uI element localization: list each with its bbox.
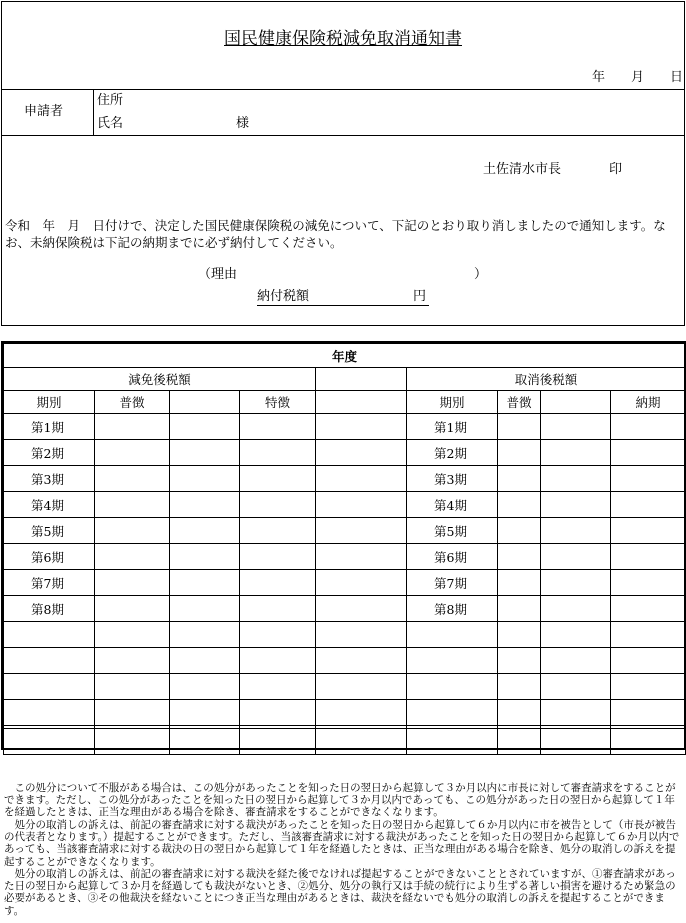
period-right: 第8期 — [407, 596, 498, 622]
applicant-divider — [1, 135, 685, 136]
notice-body: 令和 年 月 日付けで、決定した国民健康保険税の減免について、下記のとおり取り消しましたので通知します。なお、未納保険税は下記の納期までに必ず納付してください。 — [5, 218, 666, 250]
reason-close: ） — [474, 267, 488, 282]
table-row — [4, 544, 686, 570]
period-left: 第3期 — [4, 466, 95, 492]
notice-frame — [1, 1, 685, 326]
name-label: 氏名 — [97, 116, 124, 131]
address-label: 住所 — [97, 93, 124, 108]
col-due-right: 納期 — [611, 391, 686, 414]
date-divider — [1, 89, 685, 90]
period-right: 第7期 — [407, 570, 498, 596]
table-row — [4, 648, 686, 674]
table-row-total — [4, 729, 686, 755]
document-title: 国民健康保険税減免取消通知書 — [224, 29, 462, 49]
period-left: 第2期 — [4, 440, 95, 466]
table-row — [4, 518, 686, 544]
col-blank-left — [170, 391, 240, 414]
table-row — [4, 440, 686, 466]
period-left: 第1期 — [4, 414, 95, 440]
table-row — [4, 596, 686, 622]
col-regular-right: 普徴 — [498, 391, 541, 414]
table-row — [4, 622, 686, 648]
period-left: 第4期 — [4, 492, 95, 518]
applicant-label-divider — [93, 89, 94, 135]
period-left: 第5期 — [4, 518, 95, 544]
reduced-tax-label: 減免後税額 — [4, 368, 316, 391]
appeal-note-2: 処分の取消しの訴えは、前記の審査請求に対する裁決があったことを知った日の翌日から起算して６か月以内に市を被告として（市長が被告の代表者となります。）提起することができます。ただし、当該審査請求に対する裁決があったことを知った日の翌日から起算して６か月以内であっても、当該審査請求に対する裁決の日の翌日から起算して１年を経過したときは、正当な理由がある場合を除き、処分の取消しの訴えを提起することができなくなります。 — [4, 819, 680, 868]
period-left: 第7期 — [4, 570, 95, 596]
period-right: 第5期 — [407, 518, 498, 544]
date-line: 年 月 日 — [592, 70, 684, 85]
applicant-label: 申請者 — [24, 104, 64, 119]
appeal-note-3: 処分の取消しの訴えは、前記の審査請求に対する裁決を経た後でなければ提起することができないこととされていますが、①審査請求があった日の翌日から起算して３か月を経過しても裁決がないとき、②処分、処分の執行又は手続の続行により生ずる著しい損害を避けるため緊急の必要があるとき、③その他裁決を経ないことにつき正当な理由があるときは、裁決を経ないでも処分の取消しの訴えを提起することができます。 — [4, 868, 676, 917]
period-right: 第3期 — [407, 466, 498, 492]
col-regular-left: 普徴 — [95, 391, 170, 414]
appeal-note-1: この処分について不服がある場合は、この処分があったことを知った日の翌日から起算して３か月以内に市長に対して審査請求をすることができます。ただし、この処分があったことを知った日の翌日から起算して３か月以内であっても、この処分があった日の翌日から起算して１年を経過したときは、正当な理由がある場合を除き、審査請求をすることができなくなります。 — [4, 782, 676, 819]
reason-open: （理由 — [198, 267, 238, 282]
amount-unit: 円 — [413, 289, 427, 304]
spacer-cell — [316, 368, 407, 391]
col-blank-right — [541, 391, 611, 414]
period-right: 第6期 — [407, 544, 498, 570]
period-left: 第8期 — [4, 596, 95, 622]
issuer-seal: 印 — [609, 162, 623, 177]
col-period-left: 期別 — [4, 391, 95, 414]
honorific: 様 — [236, 116, 250, 131]
period-right: 第1期 — [407, 414, 498, 440]
table-row — [4, 414, 686, 440]
period-right: 第2期 — [407, 440, 498, 466]
period-left: 第6期 — [4, 544, 95, 570]
table-row — [4, 674, 686, 700]
col-special-left: 特徴 — [240, 391, 316, 414]
tax-table — [3, 343, 686, 755]
amount-line — [257, 288, 429, 306]
table-row — [4, 466, 686, 492]
col-period-right: 期別 — [407, 391, 498, 414]
amount-label: 納付税額 — [257, 289, 310, 304]
table-row — [4, 700, 686, 726]
table-row — [4, 492, 686, 518]
year-label: 年度 — [4, 344, 686, 368]
issuer-name: 土佐清水市長 — [483, 162, 562, 177]
spacer-cell — [316, 391, 407, 414]
period-right: 第4期 — [407, 492, 498, 518]
table-row — [4, 570, 686, 596]
cancelled-tax-label: 取消後税額 — [407, 368, 686, 391]
